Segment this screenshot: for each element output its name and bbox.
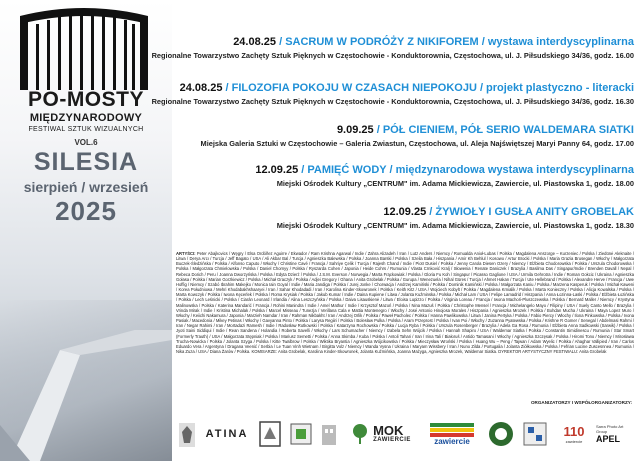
atina-logo: ATINA (205, 428, 249, 440)
festival-name: PO-MOSTY (27, 88, 144, 111)
artists-label: ARTYŚCI: (176, 251, 196, 256)
event-venue: Regionalne Towarzystwo Zachęty Sztuk Pięknych w Częstochowie - Konduktorownia, Częstochowa, ul. J. Piłsudskiego 34/36, godz. 16.30 (151, 97, 634, 106)
event-item (152, 36, 634, 60)
event-separator: / (222, 82, 232, 94)
building-icon (320, 421, 338, 447)
event-title: PAMIĘĆ WODY / międzynarodowa wystawa interdyscyplinarna (307, 164, 634, 176)
event-separator: / (298, 164, 308, 176)
stripes-icon (430, 423, 474, 437)
zawiercie-city-logo: zawiercie (424, 414, 480, 454)
org-logo-1 (256, 414, 284, 454)
crest-icon (259, 421, 281, 447)
event-venue: Miejska Galeria Sztuki w Częstochowie – Galeria Zwiastun, Częstochowa, ul. Aleja Najświętszej Maryi Panny 64, godz. 17.00 (200, 139, 634, 148)
festival-tagline: FESTIWAL SZTUK WIZUALNYCH (28, 126, 144, 133)
artists-list (176, 251, 634, 409)
event-date: 12.09.25 (383, 206, 427, 218)
event-date: 9.09.25 (336, 124, 374, 136)
event-venue: Regionalne Towarzystwo Zachęty Sztuk Pięknych w Częstochowie - Konduktorownia, Częstochowa, ul. J. Piłsudskiego 34/36, godz. 16.00 (151, 51, 634, 60)
event-title: FILOZOFIA POKOJU W CZASACH NIEPOKOJU / projekt plastyczno - literacki (231, 82, 634, 94)
gallery-icon (290, 421, 312, 447)
ministry-logo (176, 420, 198, 450)
festival-banner (0, 0, 172, 461)
event-separator: / (373, 124, 383, 136)
org-logo-2 (288, 414, 314, 454)
event-item (201, 124, 634, 148)
sculpture-shape-icon (0, 330, 172, 461)
event-title: SACRUM W PODRÓŻY Z NIKIFOREM / wystawa interdyscyplinarna (285, 36, 634, 48)
festival-region: SILESIA (33, 148, 139, 176)
festival-year: 2025 (55, 196, 117, 226)
event-item (152, 82, 634, 106)
artists-text: Peter Abajkovics / Węgry / Elsa Ordóñez Aguirre / Ekwador / Ram Krishna Agarwal / Indie / Zahra Alizadeh / Iran / Lutz Anders / Niemcy / Romualda Anioł-Lubas / Polska / Magdalena Anszorge – Kurzeniec / Polska / Ziedūnė Aleknaite / Litwa / Derya Arcı / Turcja / Jeff Bagato / USA / Ali Akbar Bal / Turcja / Agnieszka Balewska / Polska / Joanna Barski / Polska / Szeila Bała / Hiszpania / Amir Kh Behlul / Kosowo / Artur Brocki / Polska / Maria Grazia Brusegan / Włochy / Małgorzata Buczek-Śledzińska / Polska / Alfonso Caputo / Włochy / Christine Cavé / Francja / Sahriye Çelik / Turcja / Rajesh Chand / Indie / Piotr Dusiel / Polska / Jenny Carola Diesen Ozery / Niemcy / Elżbieta Chodorowska / Polska / Urszula Chodorowska / Polska / Małgorzata Chmielowska / Polska / Daniel Chornyy / Polska / Ryszarda Cohen / Japonia / Heide Cohrs / Rumunia / Vlasta Crnković Kralj / Słowenia / Renate Daniczek / Brazylia / Basilma Das / Singapur/Indie / Brenden Davall / Nepal / Rebeca Dorich / Peru / Joanna Dworzyńska / Polska / Edyta Dzierż / Polska / J.S.M. Everson / Norwegia / Marta Frąckowiak / Polska / Gloria Fu Koh / Singapur / Picasso Gaglione / USA / Urmila Gehrotra / Indie / Roman Gokcic / Ukraina / Agnieszka Gołasa / Polska / Marian Gorzkiewicz / Polska / Michał Graczyk / Polska / Adjei Gregory / Ghana / Anita Grobelak / Polska / Gurupa / Wenezuela / Nihal Güres / Turcja / Ahmet Hakan / Turcja / Ute Hellebrand / Polska / Alexandre Herve / Francja / Uwe Hoffig / Niemcy / Szabó Ibrahim Makejko / Monica Iain Goyal / Indie / Maria Jandiga / Polska / Jurej Jonke / Chorwacja / Andrzej Kamiński / Polska / Dominik Kamiński / Polska / Małgorzata Kaniu / Polska / Marzena Kasperuk / Polska / Michał Kaweni / Korea Południowa / Mehri Khodabakhshaaryei / Iran / Sahar Khodadadi / Iran / Karolina Kinder-Skowronek / Polska / Keith Kitz / USA / Wojciech Kobylt / Polska / Magdalena Krnialik / Polska / Marta Konieczny / Polska / Alicja Kowalska / Polska / Marta Kowczyk / Polska / Iwona Kęcerlek / Polska / Roma Krysiak / Polska / Jakub Kumar / Indie / Daina Kupiene / Litwa / Jolanta Kuźminska / Polska / Michał Lam / USA / Felipe Lamadrid / Hiszpania / Anna Łozinna-Laski / Polska / Elżbieta Łozińska / Polska / Lech Leśnicki / Polska / Ciarán Leonard / Irlandia / Alina Leszczyńska / Polska / Daiva Lisauskienė / Litwa / Eloisa Lupizzo / Polska / Virginia Loreau / Francja / Iwona Machoń-Pluszczewska / Polska / Bernard Maller / Niemcy / Krystyna Malinowska / Polska / Katerina Mandarić / Francja / Rohini Manindra / Indie / Amel Mathur / Indie / Krzysztof Mazoń / Polska / Nina Mazuś / Polska / Christophe Mensel / Francja / Michelangelo Mayo / Filipiny / USA / Suely Canto Mello / Brazylia / Vrinda Mirak / Indie / Kristina Michalak / Polska / Marcel Misseau / Tunezja / Verillana Cala e Mattia Montenegro / Włochy / José Antonio Hinojosa Morales / Hiszpania / Agnieszka Mrozek / Polska / Bohdan Mucha / Ukraina / Maya Lopez Muro / Włochy / Keiichi Nakamura / Japonia / Marzieh Namdar / Iran / Rahman Nikbakht / Iran / Andrzej Orlik / Polska / Paweł Pacholec / Polska / Hanna Pawlikowska / Litwa / Janina Pertyka / Polska / Fabio Piercy / Włochy / Ilona Pinkowska / Polska / Ivona Pasiak / Macedonia / Mikey Petinas / Włochy / Gavyanna Pinto / Polska / Larysa Regiiri / Polska / Bolesław Pulka / Polska / Aram Przeprost / Polska / Ivan Poi / Włochy / Zuzanna Pyatewska / Polska / Krishne R Gomer / Senegal / Abdelmasi Rahmi / Iran / Negar Rahimi / Iran / Mortadazi Ramesh / Indie / Radosław Rutkowski / Polska / Katarzyna Rochowska / Polska / Lucja Ryba / Polska / Urszula Rosenberger / Brazylia / Adela Ga Rosa / Rumunia / Elżbieta Anna Sadkowski (Sarwik) / Polska / Jyoti Saini Siddiqui / Indie / Rean Sandena / Holandia / Roberta Savelli / Włochy / Lars Schumacher / Niemcy / Izabela Sehn Wójcik / Polska / Hannah Shapiro / USA / Waldemar Siatka / Polska / Constantin Simidinescu / Rumunia / Star Smart (Formerly Trauth) / USA / Małgorzata Stępniak / Polska / Mariusz Semetti / Polska / Anna Skimba / Kuba / Polska / Antoli Tahari / Iran / Irina Tali / Białoruś / Antido Tamasani / Włochy / Agnieszka Szczęsak / Polska / Hiromi Tono / Niemcy / Mirosława Trucha-Nowicka / Polska / Jolanta Szyga / Polska / Kitte Twalbrow / Polska / Wiktika Bryantia / Agnieszka Wójcikowska / Polska / Mieczysław Wroński / Polska / Huang Wu – Peng / Tajwan / Adam Wyelic / Polska / Ahaghar Vallipied / Iran / Carlos Eduardo Vera / Argentyna / Dragana Veenić / Serbia / Le Tuan Vinh Wietnam / Birgitta Volz / Niemcy / Wanda Vysna / Ukraina / Maryam Wissbery / Iran / Nuno Zilda / Portugalia / Jolanta Ziółkowska / Polska / Fefrian Lucine Zuscesnnea / Rumunia / Nika Zuza / USA / Diana Żarów / Polska. KOMISARZE: Anita Grobelak, Karolina Kinder-Skowronek, Jolanta Kuźmińska, Joanna Mażyga, Agnieszka Mrozek, Waldemar Siatka. DYREKTOR ARTYSTYCZNY FESTIWALU: Anita Grobelak (176, 251, 634, 354)
event-date: 12.09.25 (255, 164, 299, 176)
round-logo (486, 414, 516, 454)
event-venue: Miejski Ośrodek Kultury „CENTRUM" im. Adama Mickiewicza, Zawiercie, ul. Piastowska 1, godz. 18.30 (276, 221, 634, 230)
event-separator: / (426, 206, 436, 218)
event-date: 24.08.25 (233, 36, 277, 48)
event-title: ŻYWIOŁY I GUSŁA ANITY GROBELAK (435, 206, 634, 218)
mok-zawiercie-logo: MOK ZAWIERCIE (344, 414, 418, 454)
tree-icon (351, 423, 369, 445)
event-venue: Miejski Ośrodek Kultury „CENTRUM" im. Adama Mickiewicza, Zawiercie, ul. Piastowska 1, godz. 18.00 (276, 179, 634, 188)
event-item (277, 206, 634, 230)
grid-emblem-icon (523, 422, 547, 446)
bridge-logo-icon (20, 6, 148, 92)
org-logo-3 (318, 414, 340, 454)
sponsor-logos (176, 414, 636, 458)
square-logo (520, 414, 550, 454)
circle-emblem-icon (488, 421, 514, 447)
event-title: PÓŁ CIENIEM, PÓŁ SERIO WALDEMARA SIATKI (382, 124, 634, 136)
festival-edition: VOL.6 (74, 138, 98, 147)
eagle-emblem-icon (179, 423, 195, 447)
event-separator: / (276, 36, 286, 48)
festival-subtitle: MIĘDZYNARODOWY (29, 112, 143, 124)
organizers-label: ORGANIZATORZY I WSPÓŁORGANIZATORZY: (530, 400, 632, 405)
event-date: 24.08.25 (179, 82, 223, 94)
event-item (255, 164, 634, 188)
festival-months: sierpień / wrzesień (23, 179, 149, 195)
anniversary-logo: 110 zawiercie (563, 424, 585, 444)
sarra-apel-logo: Sarra Photo Art Group APEL (596, 424, 624, 444)
